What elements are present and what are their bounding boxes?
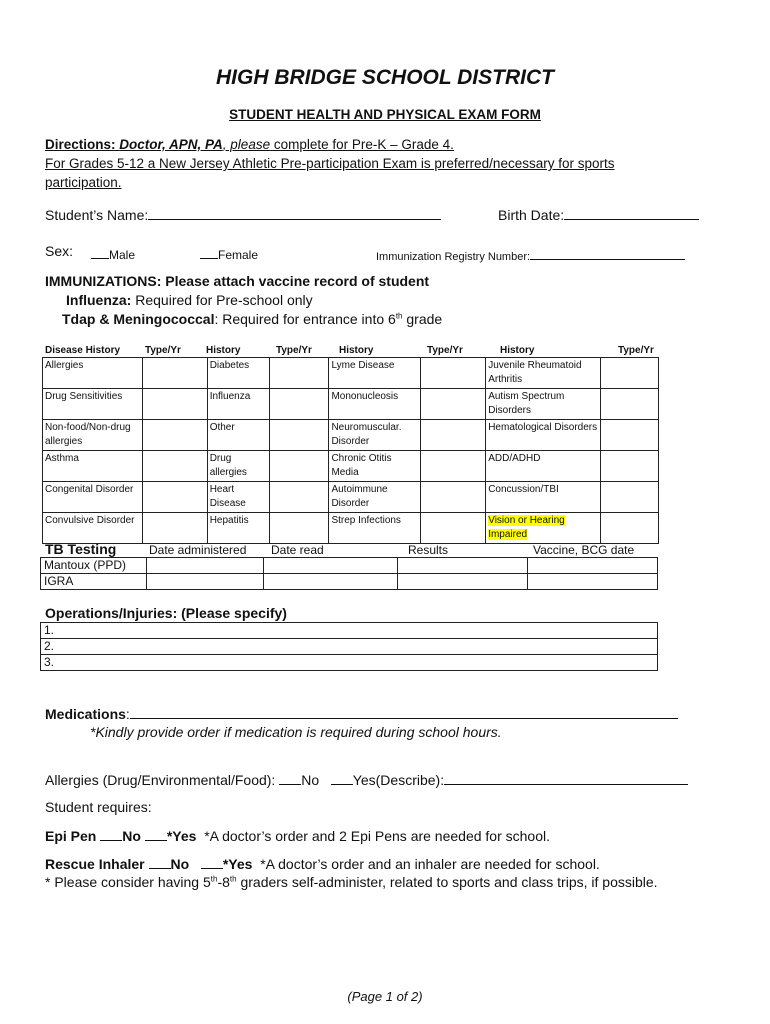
epi-pen-line[interactable] — [45, 827, 550, 844]
type-yr-cell[interactable] — [601, 389, 659, 420]
disease-label: Lyme Disease — [331, 360, 395, 371]
disease-history-cell — [43, 389, 143, 420]
type-yr-cell[interactable] — [601, 451, 659, 482]
disease-label: Allergies — [45, 360, 84, 371]
rescue-inhaler-label: Rescue Inhaler — [45, 856, 145, 872]
epi-pen-yes-blank[interactable] — [145, 827, 167, 841]
disease-label: Drug allergies — [209, 453, 247, 478]
tb-heading: TB Testing — [45, 541, 117, 557]
operations-row[interactable]: 1. — [41, 623, 658, 639]
disease-history-cell — [43, 451, 143, 482]
disease-history-cell — [207, 451, 269, 482]
tdap-sup: th — [395, 311, 403, 321]
tb-col-date-administered: Date administered — [149, 543, 247, 557]
disease-label: Hepatitis — [209, 515, 249, 526]
tb-testing-table — [40, 557, 658, 590]
tb-cell[interactable] — [147, 574, 264, 590]
disease-label: Drug Sensitivities — [45, 391, 123, 402]
male-blank[interactable] — [91, 245, 109, 259]
table-row — [43, 420, 659, 451]
form-subtitle: STUDENT HEALTH AND PHYSICAL EXAM FORM — [229, 107, 541, 122]
header-type-yr-3: Type/Yr — [427, 345, 463, 356]
page-title: HIGH BRIDGE SCHOOL DISTRICT — [216, 66, 554, 89]
self-administer-note — [45, 874, 658, 890]
type-yr-cell[interactable] — [601, 358, 659, 389]
consider-b: -8 — [217, 874, 230, 890]
disease-history-cell — [486, 420, 601, 451]
disease-label: Heart Disease — [209, 484, 246, 509]
disease-history-cell — [207, 482, 269, 513]
tb-cell[interactable] — [398, 558, 528, 574]
disease-history-cell — [207, 513, 269, 544]
allergies-yes: Yes(Describe): — [352, 772, 445, 788]
allergies-yes-blank[interactable] — [331, 771, 353, 785]
directions-rest: complete for Pre-K – Grade 4. — [270, 137, 454, 152]
tb-cell[interactable] — [398, 574, 528, 590]
operations-table — [40, 622, 658, 671]
type-yr-cell[interactable] — [269, 513, 329, 544]
disease-label: Concussion/TBI — [488, 484, 559, 495]
disease-history-cell — [207, 358, 269, 389]
registry-field[interactable] — [376, 246, 685, 263]
male-label: Male — [109, 248, 136, 262]
student-name-field[interactable] — [45, 206, 441, 223]
header-type-yr-4: Type/Yr — [618, 345, 654, 356]
immunizations-heading: IMMUNIZATIONS: Please attach vaccine record of student — [45, 273, 430, 289]
directions-label: Directions: — [45, 137, 116, 152]
disease-label: Other — [209, 422, 235, 433]
tdap-text: : Required for entrance into 6 — [214, 311, 396, 327]
student-name-label: Student’s Name: — [45, 207, 149, 223]
rescue-inhaler-line[interactable] — [45, 855, 600, 872]
type-yr-cell[interactable] — [421, 451, 486, 482]
header-disease-history: Disease History — [45, 345, 121, 356]
type-yr-cell[interactable] — [421, 389, 486, 420]
type-yr-cell[interactable] — [142, 420, 207, 451]
birth-date-label: Birth Date: — [498, 207, 565, 223]
tb-cell[interactable] — [528, 558, 658, 574]
table-row — [43, 451, 659, 482]
disease-label: Autoimmune Disorder — [331, 484, 388, 509]
consider-a: * Please consider having 5 — [45, 874, 211, 890]
disease-history-cell — [329, 358, 421, 389]
inhaler-no: No — [170, 856, 190, 872]
consider-sup-2: th — [229, 874, 237, 884]
tdap-end: grade — [402, 311, 443, 327]
table-row — [41, 574, 658, 590]
disease-history-cell — [329, 389, 421, 420]
registry-label: Immunization Registry Number: — [376, 251, 531, 263]
disease-history-cell — [43, 358, 143, 389]
tb-col-date-read: Date read — [271, 543, 324, 557]
type-yr-cell[interactable] — [269, 389, 329, 420]
directions-line-1 — [45, 137, 454, 152]
registry-line[interactable] — [530, 246, 685, 260]
tb-cell[interactable] — [528, 574, 658, 590]
epi-pen-yes: *Yes — [166, 828, 197, 844]
table-row — [41, 655, 658, 671]
student-requires-label: Student requires: — [45, 799, 152, 815]
type-yr-cell[interactable] — [421, 513, 486, 544]
birth-date-field[interactable] — [498, 206, 699, 223]
allergies-describe-line[interactable] — [444, 771, 688, 785]
type-yr-cell[interactable] — [142, 358, 207, 389]
allergies-field[interactable] — [45, 771, 688, 788]
inhaler-yes-blank[interactable] — [201, 855, 223, 869]
disease-label: Convulsive Disorder — [45, 515, 135, 526]
disease-label: Chronic Otitis Media — [331, 453, 392, 478]
disease-history-cell — [43, 513, 143, 544]
directions-line-2: For Grades 5-12 a New Jersey Athletic Pre-participation Exam is preferred/necessary for sports — [45, 156, 615, 171]
epi-pen-label: Epi Pen — [45, 828, 97, 844]
disease-label: Influenza — [209, 391, 251, 402]
disease-label: Strep Infections — [331, 515, 401, 526]
tdap-label: Tdap & Meningococcal — [62, 311, 215, 327]
directions-who: Doctor, APN, PA — [119, 137, 223, 152]
tb-cell[interactable] — [264, 574, 398, 590]
disease-history-cell — [207, 420, 269, 451]
disease-history-cell — [207, 389, 269, 420]
type-yr-cell[interactable] — [421, 482, 486, 513]
operations-row[interactable]: 3. — [41, 655, 658, 671]
table-row — [43, 358, 659, 389]
disease-history-cell — [486, 358, 601, 389]
tdap-line — [62, 311, 442, 327]
sex-label: Sex: — [45, 243, 74, 259]
allergies-no-blank[interactable] — [279, 771, 301, 785]
tb-cell[interactable] — [264, 558, 398, 574]
inhaler-yes: *Yes — [222, 856, 253, 872]
type-yr-cell[interactable] — [269, 482, 329, 513]
disease-history-cell — [43, 420, 143, 451]
page-number: (Page 1 of 2) — [347, 989, 423, 1004]
table-row — [43, 389, 659, 420]
operations-heading: Operations/Injuries: (Please specify) — [45, 605, 287, 621]
influenza-line — [66, 292, 313, 308]
disease-history-cell — [486, 451, 601, 482]
disease-history-cell — [486, 513, 601, 544]
tb-row-label: Mantoux (PPD) — [41, 558, 147, 574]
allergies-no: No — [301, 772, 320, 788]
disease-history-cell — [486, 389, 601, 420]
disease-history-cell — [329, 482, 421, 513]
disease-label: Asthma — [45, 453, 79, 464]
female-blank[interactable] — [200, 245, 218, 259]
directions-line-3: participation. — [45, 175, 122, 190]
disease-history-table — [42, 357, 659, 544]
medications-line[interactable] — [130, 705, 678, 719]
medications-field[interactable] — [45, 705, 678, 722]
table-row — [43, 482, 659, 513]
disease-label: Mononucleosis — [331, 391, 399, 402]
type-yr-cell[interactable] — [142, 451, 207, 482]
table-row — [41, 639, 658, 655]
disease-history-cell — [329, 420, 421, 451]
inhaler-no-blank[interactable] — [149, 855, 171, 869]
male-option[interactable] — [91, 245, 135, 262]
type-yr-cell[interactable] — [142, 389, 207, 420]
consider-c: graders self-administer, related to sports and class trips, if possible. — [236, 874, 658, 890]
disease-label: Hematological Disorders — [488, 422, 598, 433]
tb-row-label: IGRA — [41, 574, 147, 590]
disease-history-cell — [43, 482, 143, 513]
disease-label: Congenital Disorder — [45, 484, 134, 495]
epi-pen-no: No — [122, 828, 141, 844]
medications-note: *Kindly provide order if medication is required during school hours. — [90, 724, 502, 740]
influenza-text: Required for Pre-school only — [131, 292, 313, 308]
table-row — [43, 513, 659, 544]
tb-cell[interactable] — [147, 558, 264, 574]
birth-date-line[interactable] — [564, 206, 699, 220]
type-yr-cell[interactable] — [421, 420, 486, 451]
disease-label: ADD/ADHD — [488, 453, 541, 464]
disease-history-cell — [329, 513, 421, 544]
tb-col-vaccine-bcg: Vaccine, BCG date — [533, 543, 635, 557]
table-row — [41, 623, 658, 639]
disease-label: Vision or Hearing Impaired — [488, 515, 565, 540]
type-yr-cell[interactable] — [269, 451, 329, 482]
type-yr-cell[interactable] — [601, 513, 659, 544]
influenza-label: Influenza: — [66, 292, 132, 308]
type-yr-cell[interactable] — [142, 513, 207, 544]
student-name-line[interactable] — [148, 206, 441, 220]
tb-col-results: Results — [408, 543, 449, 557]
epi-pen-no-blank[interactable] — [100, 827, 122, 841]
disease-label: Diabetes — [209, 360, 250, 371]
inhaler-note: *A doctor’s order and an inhaler are needed for school. — [260, 856, 600, 872]
header-history-4: History — [500, 345, 535, 356]
epi-pen-note: *A doctor’s order and 2 Epi Pens are needed for school. — [204, 828, 551, 844]
type-yr-cell[interactable] — [421, 358, 486, 389]
type-yr-cell[interactable] — [601, 482, 659, 513]
disease-history-cell — [329, 451, 421, 482]
disease-history-cell — [486, 482, 601, 513]
type-yr-cell[interactable] — [601, 420, 659, 451]
disease-label: Autism Spectrum Disorders — [488, 391, 565, 416]
female-label: Female — [218, 248, 259, 262]
allergies-label: Allergies (Drug/Environmental/Food): — [45, 772, 280, 788]
disease-label: Non-food/Non-drug allergies — [45, 422, 131, 447]
medications-colon: : — [125, 706, 130, 722]
type-yr-cell[interactable] — [269, 358, 329, 389]
disease-label: Juvenile Rheumatoid Arthritis — [488, 360, 582, 385]
table-row — [41, 558, 658, 574]
header-history-2: History — [206, 345, 241, 356]
operations-row[interactable]: 2. — [41, 639, 658, 655]
header-history-3: History — [339, 345, 374, 356]
header-type-yr-1: Type/Yr — [145, 345, 181, 356]
type-yr-cell[interactable] — [142, 482, 207, 513]
female-option[interactable] — [200, 245, 258, 262]
consider-sup-1: th — [210, 874, 218, 884]
disease-label: Neuromuscular. Disorder — [331, 422, 402, 447]
directions-please: , please — [222, 137, 271, 152]
header-type-yr-2: Type/Yr — [276, 345, 312, 356]
medications-label: Medications — [45, 706, 126, 722]
type-yr-cell[interactable] — [269, 420, 329, 451]
